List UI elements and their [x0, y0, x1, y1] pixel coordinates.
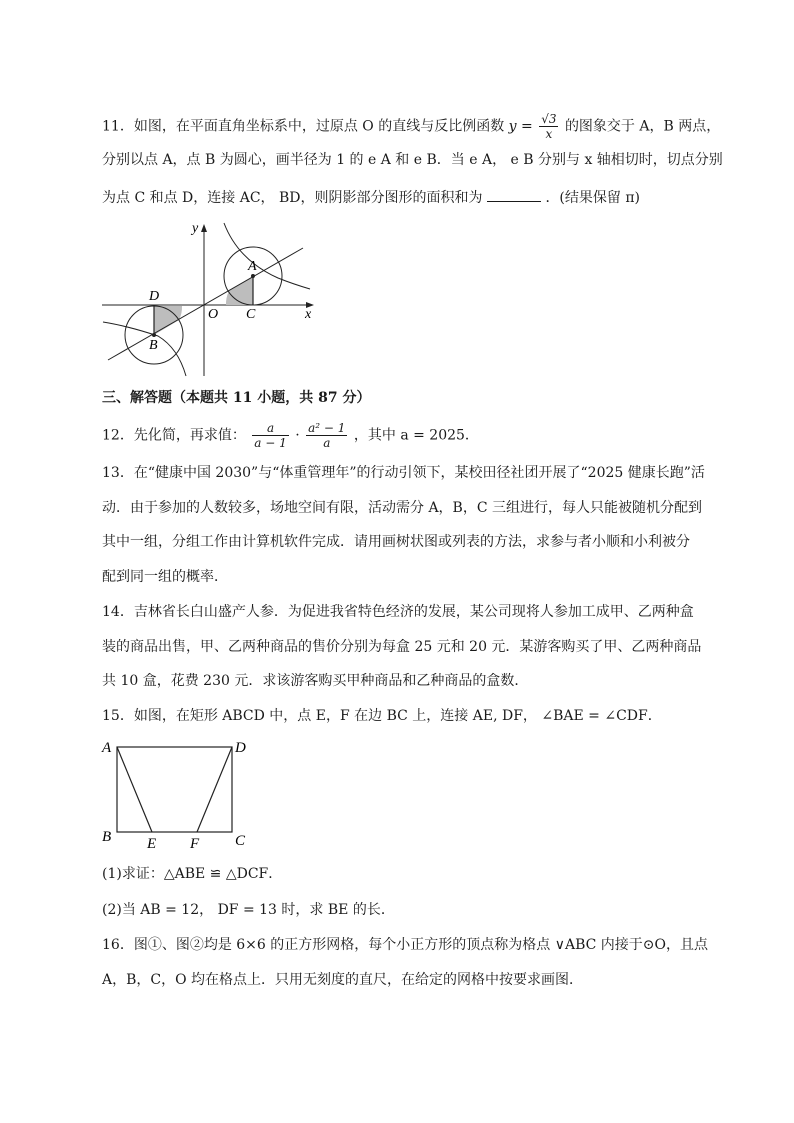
segment-df — [197, 747, 232, 832]
q12-line — [102, 421, 479, 450]
q11-function-fraction — [539, 112, 558, 141]
label-a: A — [248, 259, 257, 274]
q14-line-1: 14．吉林省长白山盛产人参．为促进我省特色经济的发展，某公司现将人参加工成甲、乙两种盒 — [102, 604, 694, 620]
q12-fraction-2 — [306, 421, 347, 450]
label-e: E — [147, 836, 157, 852]
q13-line-2: 动．由于参加的人数较多，场地空间有限，活动需分 A，B，C 三组进行，每人只能被随机分配到 — [102, 500, 703, 516]
q11-line-1 — [102, 112, 720, 141]
shaded-sector-a — [226, 276, 253, 305]
q11-text-4: ．(结果保留 π) — [545, 190, 641, 206]
q16-line-1: 16．图①、图②均是 6×6 的正方形网格，每个小正方形的顶点称为格点 ∨ABC 内接于⊙O，且点 — [102, 937, 708, 953]
q12-text-1: 12．先化简，再求值： — [102, 427, 246, 444]
q15-line-1: 15．如图，在矩形 ABCD 中，点 E，F 在边 BC 上，连接 AE, DF， ∠BAE = ∠CDF． — [102, 708, 662, 724]
q11-text-3: 为点 C 和点 D，连接 AC， BD，则阴影部分图形的面积和为 — [102, 190, 483, 206]
label-c: C — [235, 833, 246, 849]
q16-line-2: A，B，C，O 均在格点上．只用无刻度的直尺，在给定的网格中按要求画图． — [102, 972, 584, 988]
q13-line-3: 其中一组，分组工作由计算机软件完成．请用画树状图或列表的方法，求参与者小顺和小利被分 — [102, 534, 690, 550]
q13-line-4: 配到同一组的概率． — [102, 569, 228, 585]
label-d: D — [149, 289, 160, 304]
point-b — [152, 333, 156, 337]
q12-fraction-1-denominator: a − 1 — [254, 436, 287, 450]
q11-y-equals: y = — [508, 118, 533, 135]
section-header: 三、解答题（本题共 11 小题，共 87 分） — [102, 390, 371, 406]
label-y: y — [192, 221, 199, 236]
label-o: O — [208, 307, 219, 322]
q12-fraction-1-numerator: a — [252, 421, 288, 436]
y-axis-arrow — [201, 224, 207, 232]
q11-text-1: 11．如图，在平面直角坐标系中，过原点 O 的直线与反比例函数 — [102, 118, 505, 135]
q12-fraction-2-numerator: a² − 1 — [308, 421, 346, 435]
q15-figure — [98, 736, 258, 852]
q14-line-3: 共 10 盒，花费 230 元．求该游客购买甲种商品和乙种商品的盒数． — [102, 673, 529, 689]
q12-fraction-1 — [252, 421, 288, 450]
q11-line-3 — [102, 187, 640, 208]
q13-line-1: 13．在“健康中国 2030”与“体重管理年”的行动引领下，某校田径社团开展了“2025 健康长跑”活 — [102, 465, 705, 481]
label-a: A — [102, 740, 112, 756]
q11-figure — [98, 218, 322, 378]
label-x: x — [305, 307, 312, 322]
q11-line-2: 分别以点 A，点 B 为圆心，画半径为 1 的 e A 和 e B．当 e A， e B 分别与 x 轴相切时，切点分别 — [102, 152, 723, 168]
q12-multiply-dot: · — [295, 427, 300, 444]
q14-line-2: 装的商品出售，甲、乙两种商品的售价分别为每盒 25 元和 20 元．某游客购买了甲、乙两种商品 — [102, 639, 702, 655]
q11-fraction-numerator: √3 — [541, 112, 557, 126]
answer-blank — [487, 187, 541, 202]
q15-part-2: (2)当 AB = 12， DF = 13 时，求 BE 的长． — [102, 902, 395, 918]
q12-text-2: ，其中 a = 2025． — [353, 427, 479, 444]
point-a — [251, 274, 255, 278]
segment-ae — [117, 747, 152, 832]
line-through-origin — [108, 248, 303, 360]
q12-fraction-2-denominator: a — [323, 436, 331, 450]
hyperbola-lower-branch — [103, 322, 186, 376]
q15-part-1: (1)求证：△ABE ≌ △DCF． — [102, 866, 283, 882]
q11-fraction-denominator: x — [545, 127, 553, 141]
q11-text-2: 的图象交于 A，B 两点， — [564, 118, 721, 135]
label-b: B — [149, 338, 158, 353]
label-b: B — [102, 829, 112, 845]
label-c: C — [246, 307, 256, 322]
label-f: F — [190, 836, 200, 852]
hyperbola-upper-branch — [224, 223, 310, 289]
label-d: D — [235, 740, 246, 756]
